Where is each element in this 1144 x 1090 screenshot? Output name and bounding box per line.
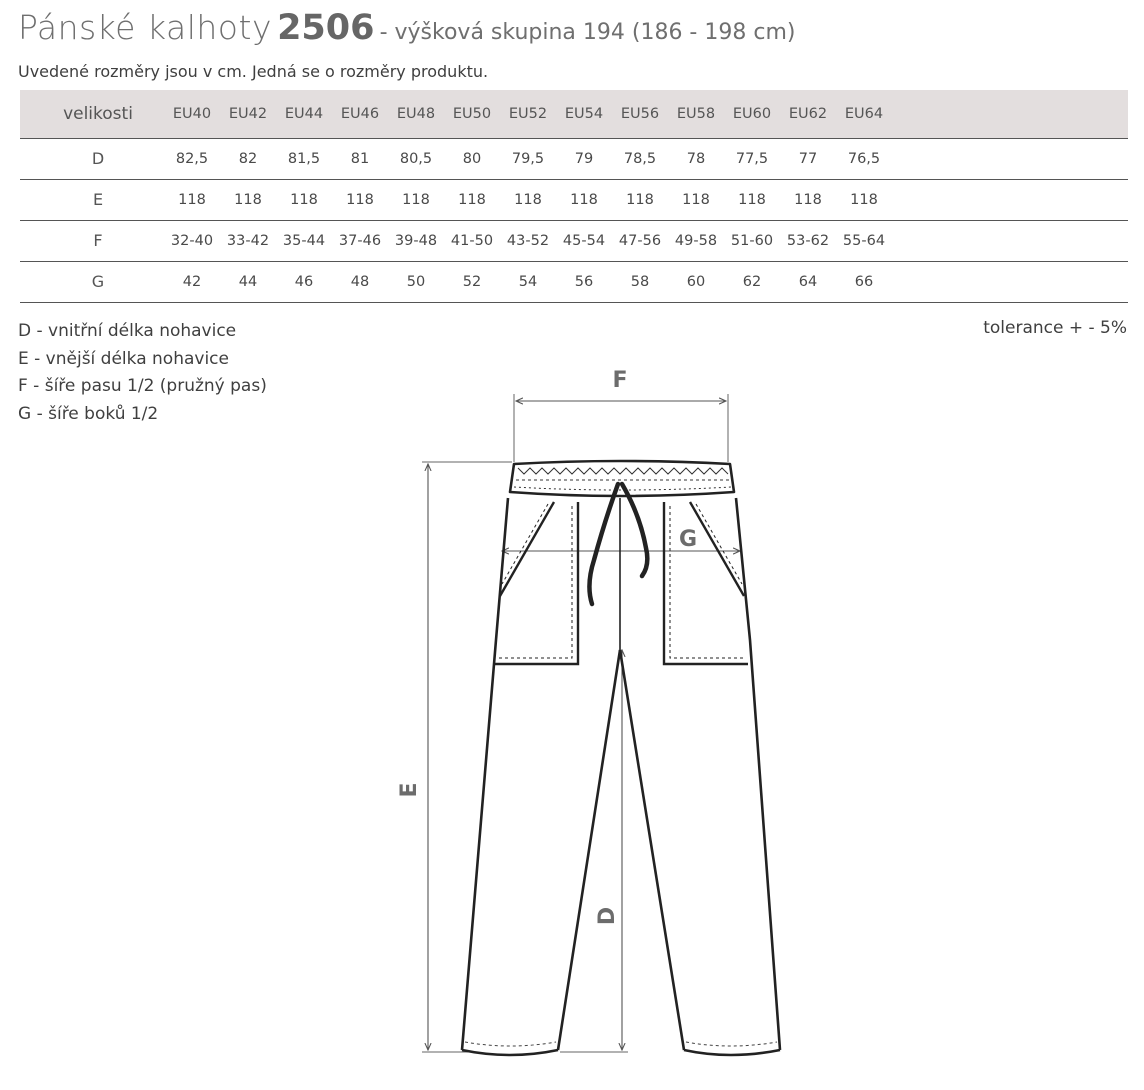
table-cell: 44: [238, 273, 258, 290]
hem-stitching: [465, 1042, 777, 1046]
table-cell: 66: [854, 273, 874, 290]
size-header: EU42: [228, 105, 268, 122]
table-cell: 62: [742, 273, 762, 290]
table-cell: 42: [182, 273, 202, 290]
table-cell: 81,5: [276, 138, 332, 179]
size-header: EU50: [452, 105, 492, 122]
table-cell: 49-58: [674, 232, 718, 249]
dimension-d: [560, 650, 628, 1052]
height-group: - výšková skupina 194 (186 - 198 cm): [379, 20, 796, 45]
legend-item-e: E - vnější délka nohavice: [18, 348, 229, 369]
table-cell: 60: [686, 273, 706, 290]
table-cell: 51-60: [730, 232, 774, 249]
table-cell: 50: [406, 273, 426, 290]
table-cell: 64: [798, 273, 818, 290]
row-label: E: [92, 190, 104, 209]
size-header: EU54: [564, 105, 604, 122]
product-name: Pánské kalhoty: [18, 8, 272, 47]
tolerance-note: tolerance + - 5%: [983, 318, 1127, 338]
table-cell: 56: [574, 273, 594, 290]
legend-item-g: G - šíře boků 1/2: [18, 403, 159, 424]
size-header: EU40: [172, 105, 212, 122]
table-cell: 79,5: [500, 138, 556, 179]
size-header: EU62: [788, 105, 828, 122]
table-cell: 118: [850, 191, 878, 208]
table-cell: 52: [462, 273, 482, 290]
size-header: EU52: [508, 105, 548, 122]
table-cell: 78,5: [612, 138, 668, 179]
table-cell: 118: [626, 191, 654, 208]
table-cell: 80,5: [388, 138, 444, 179]
table-cell: 35-44: [282, 232, 326, 249]
table-cell: 118: [514, 191, 542, 208]
size-header: EU46: [340, 105, 380, 122]
table-cell: 41-50: [450, 232, 494, 249]
table-cell: 33-42: [226, 232, 270, 249]
table-cell: 118: [738, 191, 766, 208]
table-cell: 118: [458, 191, 486, 208]
dimension-label-f: F: [612, 368, 628, 393]
table-cell: 80: [444, 138, 500, 179]
table-cell: 76,5: [836, 138, 892, 179]
table-cell: 77: [780, 138, 836, 179]
table-cell: 118: [346, 191, 374, 208]
row-label: D: [20, 138, 164, 179]
table-cell: 79: [556, 138, 612, 179]
table-cell: 118: [178, 191, 206, 208]
table-cell: 82,5: [164, 138, 220, 179]
table-cell: 82: [220, 138, 276, 179]
legend-item-d: D - vnitřní délka nohavice: [18, 321, 237, 341]
size-header: EU56: [620, 105, 660, 122]
table-cell: 118: [234, 191, 262, 208]
dimension-label-g: G: [678, 527, 698, 552]
table-cell: 47-56: [618, 232, 662, 249]
dimension-e: [397, 462, 512, 1052]
size-header: EU44: [284, 105, 324, 122]
table-cell: 118: [402, 191, 430, 208]
table-cell: 39-48: [394, 232, 438, 249]
header-label: velikosti: [63, 103, 133, 124]
table-cell: 78: [668, 138, 724, 179]
table-cell: 32-40: [170, 232, 214, 249]
table-cell: 77,5: [724, 138, 780, 179]
size-header: EU58: [676, 105, 716, 122]
table-cell: 48: [350, 273, 370, 290]
table-cell: 43-52: [506, 232, 550, 249]
table-cell: 54: [518, 273, 538, 290]
table-cell: 53-62: [786, 232, 830, 249]
product-code: 2506: [277, 8, 375, 48]
table-cell: 118: [570, 191, 598, 208]
dimension-label-d: D: [595, 906, 620, 926]
pants-outline: [462, 461, 780, 1055]
table-cell: 37-46: [338, 232, 382, 249]
dimension-f: [514, 368, 728, 462]
measurement-note: Uvedené rozměry jsou v cm. Jedná se o rozměry produktu.: [18, 62, 489, 81]
table-cell: 118: [290, 191, 318, 208]
dimension-label-e: E: [397, 782, 422, 798]
legend-item-f: F - šíře pasu 1/2 (pružný pas): [18, 376, 267, 396]
drawstring: [589, 484, 647, 604]
size-header: EU48: [396, 105, 436, 122]
table-cell: 81: [332, 138, 388, 179]
size-header: EU60: [732, 105, 772, 122]
table-cell: 118: [794, 191, 822, 208]
table-cell: 55-64: [842, 232, 886, 249]
row-label: F: [93, 231, 103, 250]
row-label: G: [91, 272, 105, 291]
size-header: EU64: [844, 105, 884, 122]
table-cell: 45-54: [562, 232, 606, 249]
table-cell: 46: [294, 273, 314, 290]
table-cell: 118: [682, 191, 710, 208]
pockets: [494, 502, 748, 664]
table-cell: 58: [630, 273, 650, 290]
